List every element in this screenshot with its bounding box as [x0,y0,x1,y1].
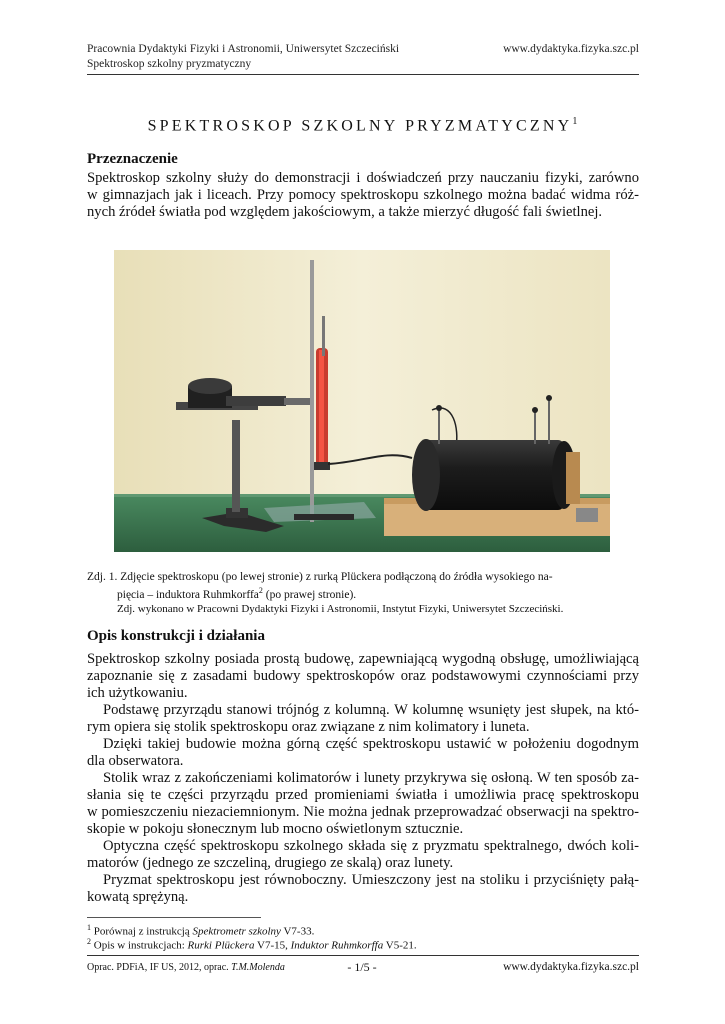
footer-author: T.M.Molenda [231,962,285,973]
text-line: matorów (jednego ze szczeliną, drugiego ze skalą) oraz lunety. [87,855,454,871]
paragraph [87,702,639,736]
text-line: kowatą sprężyną. [87,889,189,905]
footnote-italic: Spektrometr szkolny [192,925,281,938]
section-construction-text [87,651,639,906]
text-line: Spektroskop szkolny służy do demonstracji i doświadczeń przy nauczaniu fizyki, zarówno [87,170,639,186]
footnote-text: Opis w instrukcjach: [91,939,188,952]
text-line: rym opiera się stolik spektroskopu oraz związane z nim kolimatory i luneta. [87,719,530,735]
text-line: w gimnazjach jak i liceach. Przy pomocy spektroskopu szkolnego można badać widma róż- [87,187,639,203]
caption-text: (po prawej stronie). [262,588,357,601]
footnote-text: V5-21. [383,939,417,952]
section-purpose-text [87,170,639,221]
paragraph [87,872,639,906]
page-number: - 1/5 - [347,960,377,974]
text-line: nych źródeł światła pod względem jakościowym, a także mierzyć długość fali świetlnej. [87,204,603,220]
caption-line: Zdj. 1. Zdjęcie spektroskopu (po lewej stronie) z rurką Plückera podłączoną do źródła wysokiego na- [87,571,553,583]
header-rule [87,74,639,75]
text-line: ich użytkowaniu. [87,685,188,701]
caption-line: Zdj. wykonano w Pracowni Dydaktyki Fizyki i Astronomii, Instytut Fizyki, Uniwersytet Szczeciński. [117,602,564,615]
spectroscope-photo [114,250,610,552]
header-institution: Pracownia Dydaktyki Fizyki i Astronomii, Uniwersytet Szczeciński [87,43,400,55]
page-title [0,116,725,135]
title-footnote-mark[interactable]: 1 [572,116,578,127]
paragraph [87,770,639,838]
footer-credits [87,962,285,973]
text-line: Stolik wraz z zakończeniami kolimatorów i lunety przykrywa się osłoną. W ten sposób za- [103,770,639,786]
text-line: Spektroskop szkolny posiada prostą budowę, zapewniającą wygodną obsługę, umożliwiającą [87,651,639,667]
footer-url[interactable]: www.dydaktyka.fizyka.szc.pl [503,961,639,973]
section-heading-construction: Opis konstrukcji i działania [87,628,265,644]
text-line: Pryzmat spektroskopu jest równoboczny. Umieszczony jest na stoliku i przyciśnięty pałą- [103,872,639,888]
text-line: dla obserwatora. [87,753,184,769]
footnote-text: Porównaj z instrukcją [91,925,193,938]
footnote-mark: 1 [87,923,91,932]
header-url[interactable]: www.dydaktyka.fizyka.szc.pl [503,43,639,55]
text-line: Optyczna część spektroskopu szkolnego składa się z pryzmatu spektralnego, dwóch koli- [103,838,639,854]
caption-footnote-mark[interactable]: 2 [258,586,263,595]
spectroscope-photo-drawing [114,250,610,552]
section-heading-purpose: Przeznaczenie [87,151,178,167]
text-line: zapoznanie się z zasadami budowy spektroskopów oraz podstawowymi czynnościami przy [87,668,639,684]
footnote-2 [87,935,417,953]
figure-caption [87,570,647,616]
footnote-mark: 2 [87,937,91,946]
text-line: w pomieszczeniu niezaciemnionym. Nie można jednak przeprowadzać obserwacji na spektro- [87,804,639,820]
caption-text: pięcia – induktora Ruhmkorffa [117,588,259,601]
page-title-text: SPEKTROSKOP SZKOLNY PRYZMATYCZNY [147,117,573,135]
footnote-text: V7-33. [280,925,315,938]
footnote-rule [87,917,261,918]
text-line: skopie w pokoju słonecznym lub mocno oświetlonym sztucznie. [87,821,464,837]
header-subtitle: Spektroskop szkolny pryzmatyczny [87,58,252,70]
text-line: słania się te części przyrządu przed promieniami światła i umożliwia pracę spektroskopu [87,787,639,803]
footnote-italic: Rurki Plückera [187,939,255,952]
footnote-italic: Induktor Ruhmkorffa [290,939,384,952]
footnote-text: V7-15, [254,939,291,952]
caption-line [87,584,647,602]
footer-credits-text: Oprac. PDFiA, IF US, 2012, oprac. [87,962,232,973]
text-line: Dzięki takiej budowie można górną część spektroskopu ustawić w położeniu dogodnym [103,736,639,752]
footer-rule [87,955,639,956]
paragraph [87,651,639,702]
text-line: Podstawę przyrządu stanowi trójnóg z kolumną. W kolumnę wsunięty jest słupek, na któ- [103,702,639,718]
paragraph [87,838,639,872]
paragraph [87,736,639,770]
